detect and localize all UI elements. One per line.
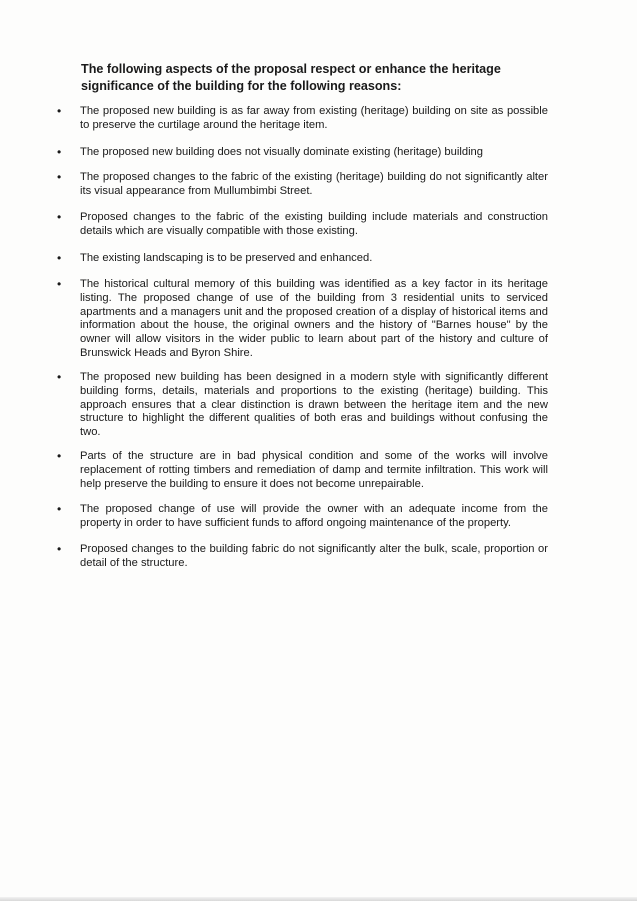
bullet-icon: • [57, 210, 62, 224]
list-item-text: Proposed changes to the building fabric do not significantly alter the bulk, scale, proportion or detail of the structure. [80, 543, 548, 569]
bullet-icon: • [57, 104, 62, 118]
section-heading: The following aspects of the proposal respect or enhance the heritage significance of the building for the following reasons: [81, 62, 501, 93]
bullet-icon: • [57, 277, 62, 291]
list-item-text: The proposed changes to the fabric of the existing (heritage) building do not significantly alter its visual appearance from Mullumbimbi Street. [80, 171, 548, 197]
bullet-icon: • [57, 251, 62, 265]
list-item-text: Parts of the structure are in bad physical condition and some of the works will involve replacement of rotting timbers and remediation of damp and termite infiltration. This work will help preserve the building to ensure it does not become unrepairable. [80, 450, 548, 490]
bullet-icon: • [57, 502, 62, 516]
list-item-text: The existing landscaping is to be preserved and enhanced. [80, 252, 373, 264]
list-item-text: The proposed new building does not visually dominate existing (heritage) building [80, 146, 483, 158]
bullet-icon: • [57, 370, 62, 384]
list-item-text: The proposed new building is as far away from existing (heritage) building on site as possible to preserve the curtilage around the heritage item. [80, 105, 548, 131]
list-item-text: The proposed new building has been designed in a modern style with significantly different building forms, details, materials and proportions to the existing (heritage) building. This approach ensures that a clear distinction is drawn between the heritage item and the new structure to highlight the different qualities of both eras and buildings without confusing the two. [80, 371, 548, 439]
bullet-icon: • [57, 170, 62, 184]
bullet-icon: • [57, 542, 62, 556]
scan-edge-divider [0, 897, 637, 901]
bullet-icon: • [57, 145, 62, 159]
list-item-text: The proposed change of use will provide the owner with an adequate income from the property in order to have sufficient funds to afford ongoing maintenance of the property. [80, 503, 548, 529]
list-item-text: Proposed changes to the fabric of the existing building include materials and construction details which are visually compatible with those existing. [80, 211, 548, 237]
bullet-icon: • [57, 449, 62, 463]
list-item-text: The historical cultural memory of this building was identified as a key factor in its heritage listing. The proposed change of use of the building from 3 residential units to serviced apartments and a managers unit and the proposed creation of a display of historical items and information about the house, the original owners and the history of "Barnes house" by the owner will allow visitors in the wider public to learn about part of the history and culture of Brunswick Heads and Byron Shire. [80, 278, 548, 359]
